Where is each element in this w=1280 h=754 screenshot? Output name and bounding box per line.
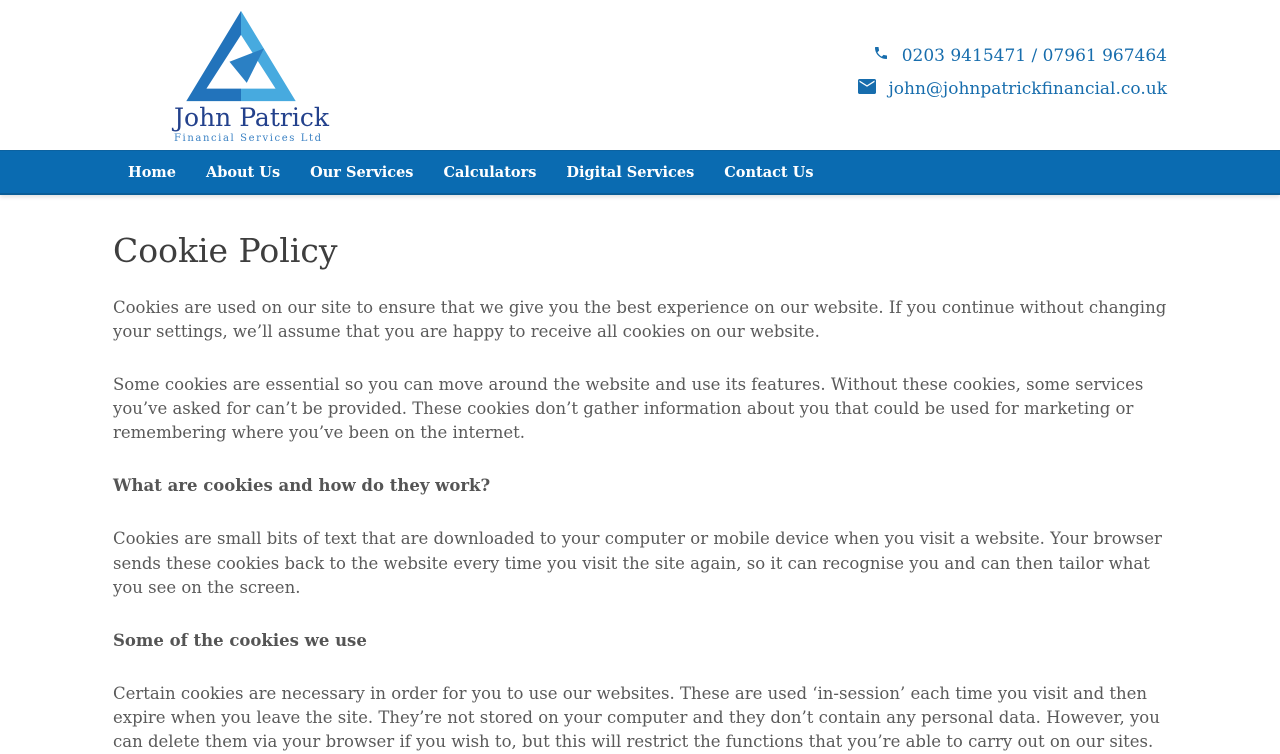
- email-link[interactable]: [858, 79, 1167, 99]
- envelope-icon: [858, 79, 876, 99]
- nav-container: [113, 151, 1167, 193]
- heading-what-are-cookies: What are cookies and how do they work?: [113, 476, 491, 496]
- heading-cookies-we-use: Some of the cookies we use: [113, 630, 367, 650]
- header-contact: [858, 45, 1167, 112]
- paragraph-cookies-intro: Cookies are used on our site to ensure that we give you the best experience on our website. If you continue without changing your settings, we’ll assume that you are happy to receive all cookies on our website.: [113, 298, 1167, 342]
- site-logo[interactable]: [174, 8, 329, 144]
- paragraph-session-cookies: Certain cookies are necessary in order for you to use our websites. These are used ‘in-session’ each time you visit and then expire when you leave the site. They’re not stored on your computer and they don’t contain any personal data. However, you can delete them via your browser if you wish to, but this will restrict the functions that you’re able to carry out on our sites.: [113, 683, 1160, 751]
- nav-item-about-us[interactable]: About Us: [205, 163, 281, 181]
- phone-icon: [873, 45, 889, 66]
- paragraph-how-cookies-work: Cookies are small bits of text that are downloaded to your computer or mobile device when you visit a website. Your browser sends these cookies back to the website every time you visit the site again, so it can recognise you and can then tailor what you see on the screen.: [113, 529, 1162, 597]
- phone-number: 0203 9415471 / 07961 967464: [901, 45, 1167, 66]
- nav-item-contact-us[interactable]: Contact Us: [724, 163, 814, 181]
- nav-item-calculators[interactable]: Calculators: [443, 163, 537, 181]
- main-navigation: [0, 150, 1280, 195]
- nav-item-our-services[interactable]: Our Services: [310, 163, 414, 181]
- logo-company-subtitle: Financial Services Ltd: [174, 133, 323, 144]
- page-title: Cookie Policy: [113, 231, 338, 270]
- nav-item-home[interactable]: Home: [128, 163, 176, 181]
- main-content: [113, 195, 1167, 754]
- paragraph-essential-cookies: Some cookies are essential so you can move around the website and use its features. Without these cookies, some services you’ve asked for can’t be provided. These cookies don’t gather information about you that could be used for marketing or remembering where you’ve been on the internet.: [113, 375, 1144, 443]
- site-header: [0, 0, 1280, 150]
- logo-triangle-icon: [174, 8, 308, 104]
- logo-company-name: John Patrick: [174, 103, 329, 132]
- phone-link[interactable]: [858, 45, 1167, 66]
- nav-item-digital-services[interactable]: Digital Services: [566, 163, 695, 181]
- email-address: john@johnpatrickfinancial.co.uk: [888, 79, 1167, 99]
